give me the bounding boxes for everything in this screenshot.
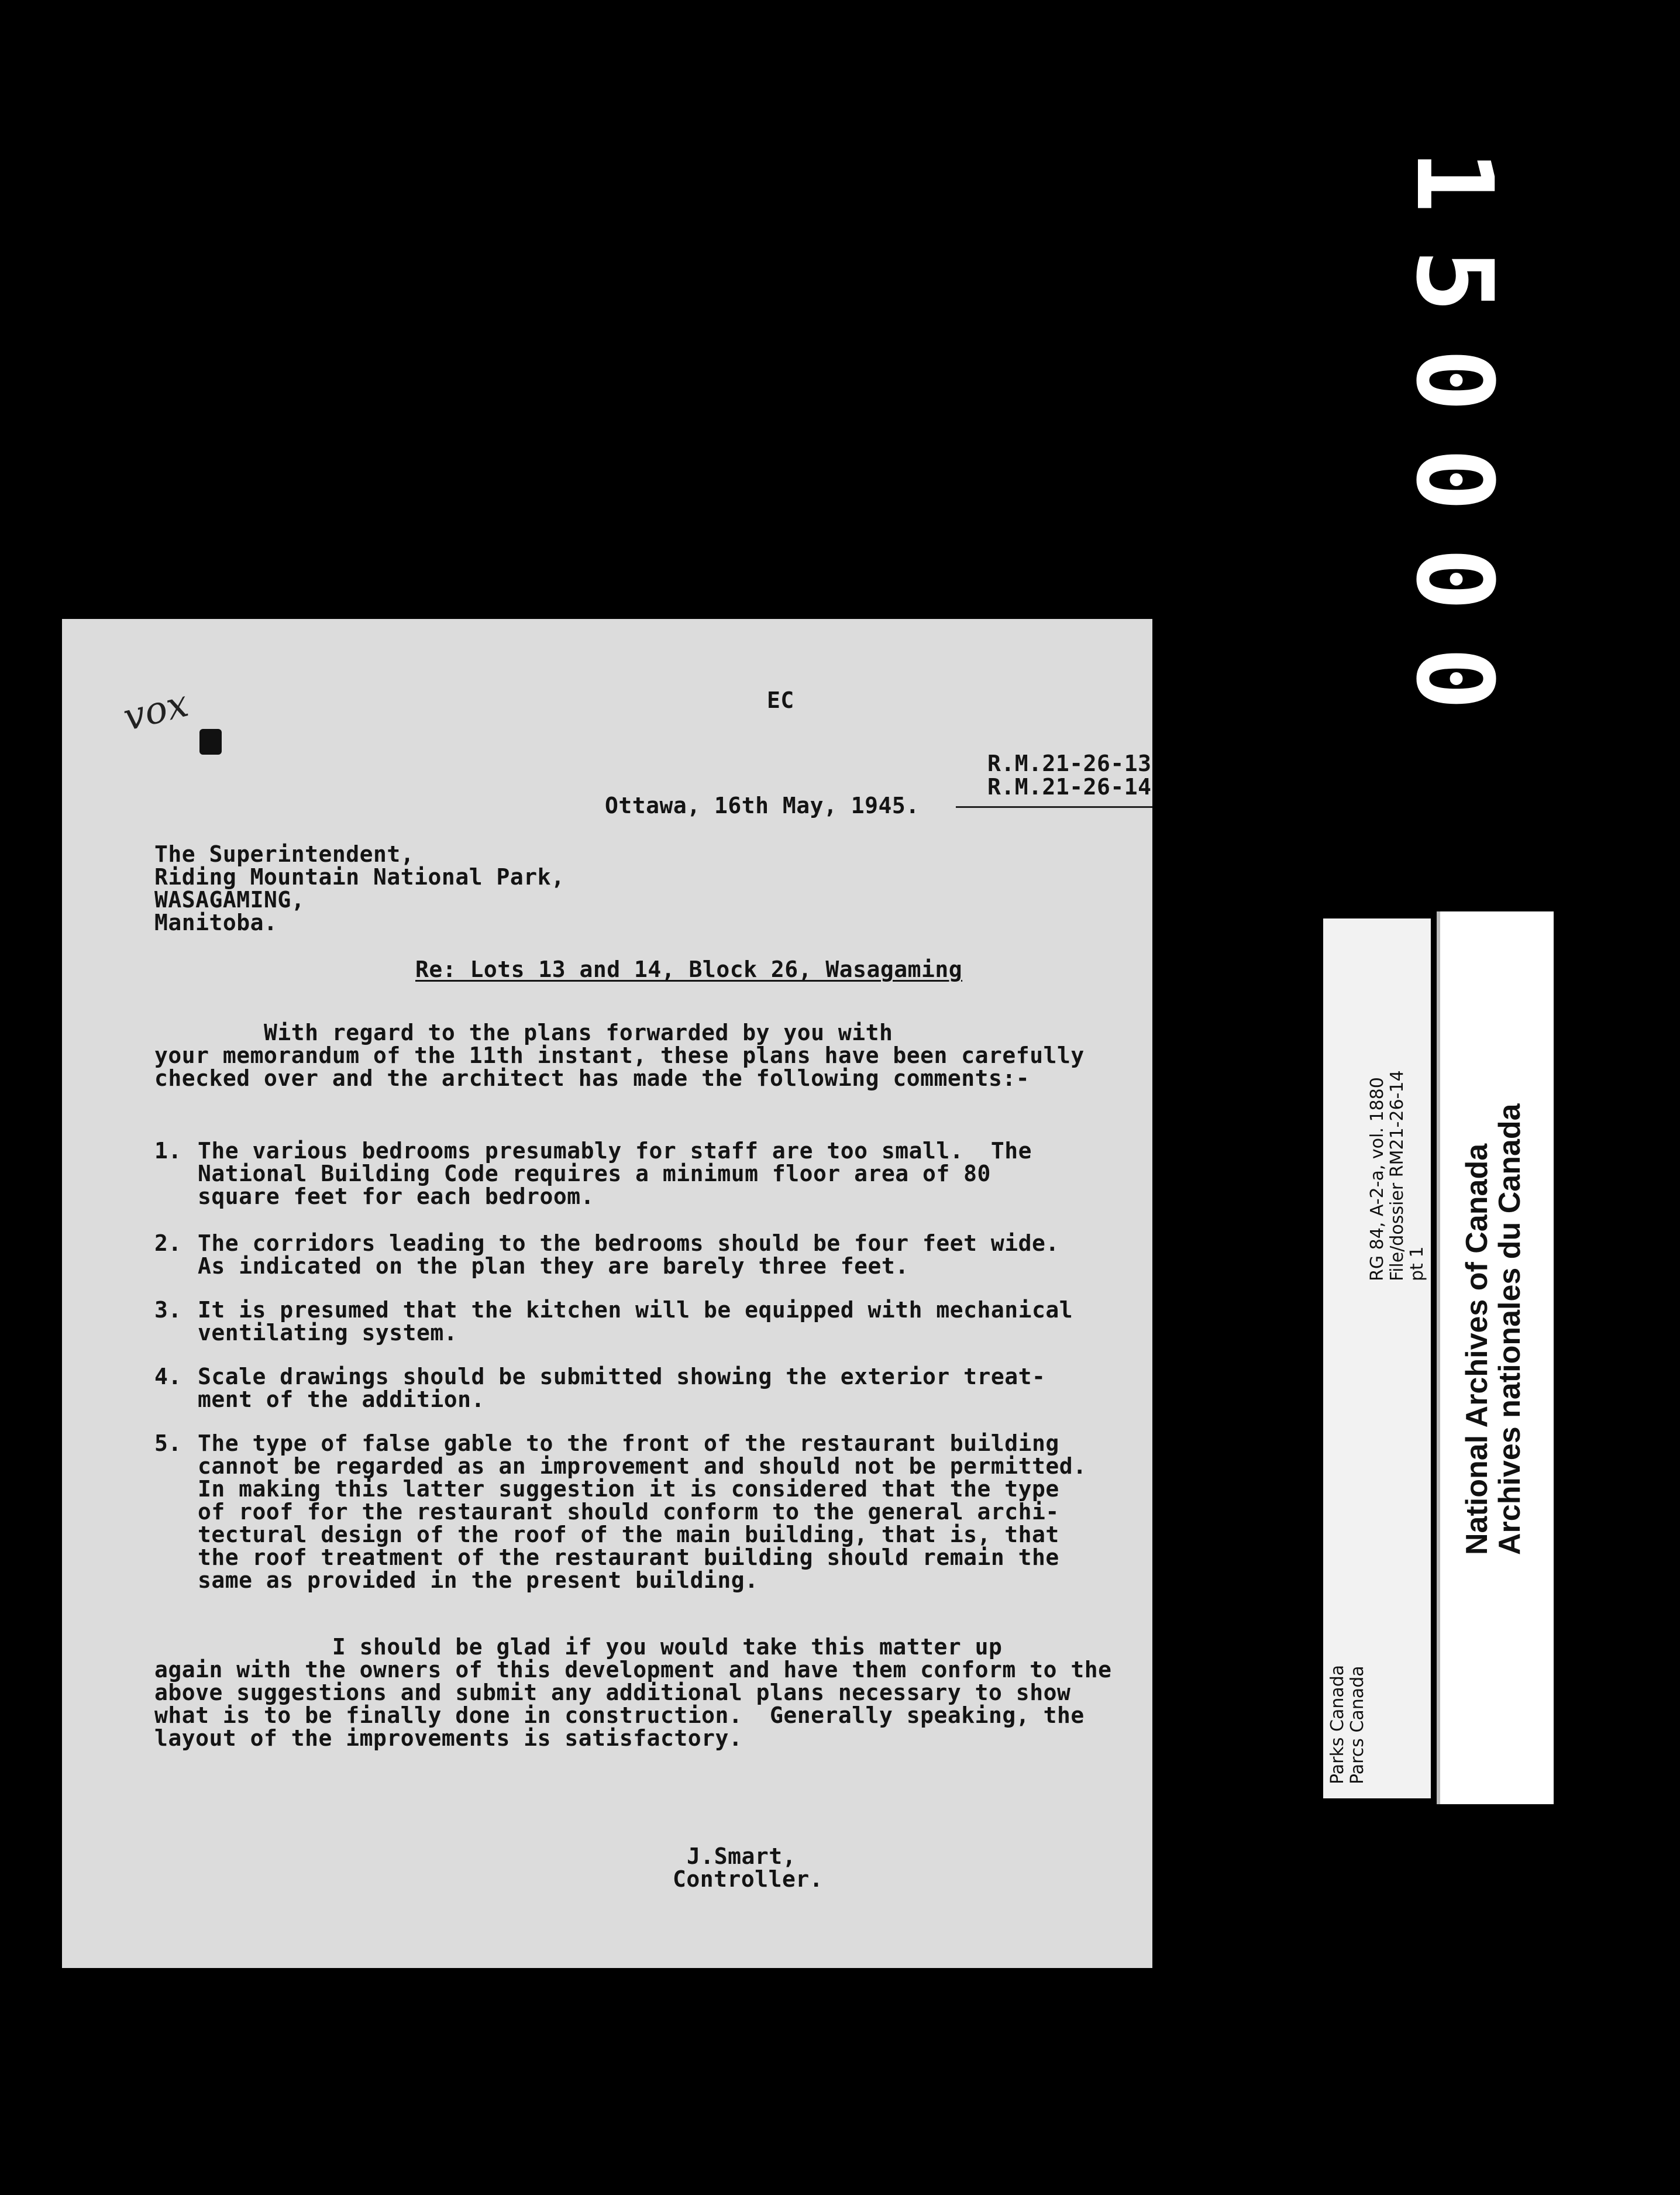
archive-line: RG 84, A-2-a, vol. 1880 — [1367, 1077, 1388, 1281]
item-number: 2. — [154, 1230, 182, 1256]
item-line: Scale drawings should be submitted showing the exterior treat- — [198, 1364, 1046, 1389]
item-line: National Building Code requires a minimum floor area of 80 — [198, 1161, 991, 1186]
closing-line: layout of the improvements is satisfactory. — [154, 1725, 743, 1751]
addressee-line: WASAGAMING, — [154, 887, 305, 913]
item-line: the roof treatment of the restaurant building should remain the — [198, 1544, 1059, 1570]
frame-digit: 0 — [1393, 547, 1515, 611]
intro-line: With regard to the plans forwarded by you with — [154, 1020, 893, 1045]
item-line: The corridors leading to the bedrooms should be four feet wide. — [198, 1230, 1059, 1256]
item-line: The type of false gable to the front of the restaurant building — [198, 1430, 1059, 1456]
archive-line: pt 1 — [1407, 1246, 1427, 1281]
signature-title: Controller. — [673, 1866, 824, 1892]
intro-line: checked over and the architect has made the following comments:- — [154, 1065, 1030, 1091]
item-line: It is presumed that the kitchen will be equipped with mechanical — [198, 1297, 1073, 1323]
letter-page — [62, 619, 1152, 1968]
closing-line: again with the owners of this development and have them conform to the — [154, 1657, 1112, 1683]
item-line: square feet for each bedroom. — [198, 1183, 594, 1209]
closing-line: I should be glad if you would take this matter up — [154, 1634, 1003, 1660]
file-reference: R.M.21-26-14 — [987, 774, 1152, 800]
item-number: 3. — [154, 1297, 182, 1323]
frame-digit: 0 — [1393, 348, 1515, 412]
item-line: same as provided in the present building. — [198, 1567, 759, 1593]
addressee-line: Manitoba. — [154, 910, 278, 935]
archive-line: Parcs Canada — [1347, 1666, 1368, 1784]
item-line: of roof for the restaurant should conform to the general archi- — [198, 1499, 1059, 1525]
file-reference: R.M.21-26-13 — [987, 751, 1152, 776]
item-number: 5. — [154, 1430, 182, 1456]
intro-line: your memorandum of the 11th instant, these plans have been carefully — [154, 1043, 1085, 1068]
item-line: The various bedrooms presumably for staff are too small. The — [198, 1138, 1032, 1164]
archive-title: National Archives of Canada — [1460, 1143, 1494, 1555]
letter-date: Ottawa, 16th May, 1945. — [605, 793, 920, 818]
frame-digit: 1 — [1393, 149, 1515, 214]
closing-line: above suggestions and submit any additional plans necessary to show — [154, 1680, 1071, 1705]
frame-number — [1393, 129, 1515, 714]
subject-line: Re: Lots 13 and 14, Block 26, Wasagaming — [415, 957, 963, 982]
archive-title: Archives nationales du Canada — [1493, 1103, 1527, 1555]
archive-line: File/dossier RM21-26-14 — [1387, 1070, 1407, 1281]
ink-blot — [199, 729, 222, 755]
signature-name: J.Smart, — [687, 1843, 797, 1869]
item-number: 1. — [154, 1138, 182, 1164]
frame-digit: 5 — [1393, 249, 1515, 313]
item-line: In making this latter suggestion it is considered that the type — [198, 1476, 1059, 1502]
item-line: tectural design of the roof of the main building, that is, that — [198, 1522, 1059, 1547]
reference-rule — [956, 806, 1152, 808]
item-line: ventilating system. — [198, 1320, 458, 1346]
frame-digit: 0 — [1393, 448, 1515, 512]
addressee-line: The Superintendent, — [154, 841, 415, 867]
item-line: As indicated on the plan they are barely three feet. — [198, 1253, 909, 1279]
archive-line: Parks Canada — [1327, 1664, 1348, 1784]
item-line: cannot be regarded as an improvement and should not be permitted. — [198, 1453, 1087, 1479]
initials: EC — [767, 687, 794, 713]
addressee-line: Riding Mountain National Park, — [154, 864, 565, 890]
item-number: 4. — [154, 1364, 182, 1389]
closing-line: what is to be finally done in construction. Generally speaking, the — [154, 1702, 1085, 1728]
item-line: ment of the addition. — [198, 1387, 485, 1412]
handwritten-mark: vox — [119, 682, 193, 740]
archive-label-right — [1437, 911, 1554, 1804]
frame-digit: 0 — [1393, 646, 1515, 711]
archive-label-left — [1323, 918, 1431, 1798]
